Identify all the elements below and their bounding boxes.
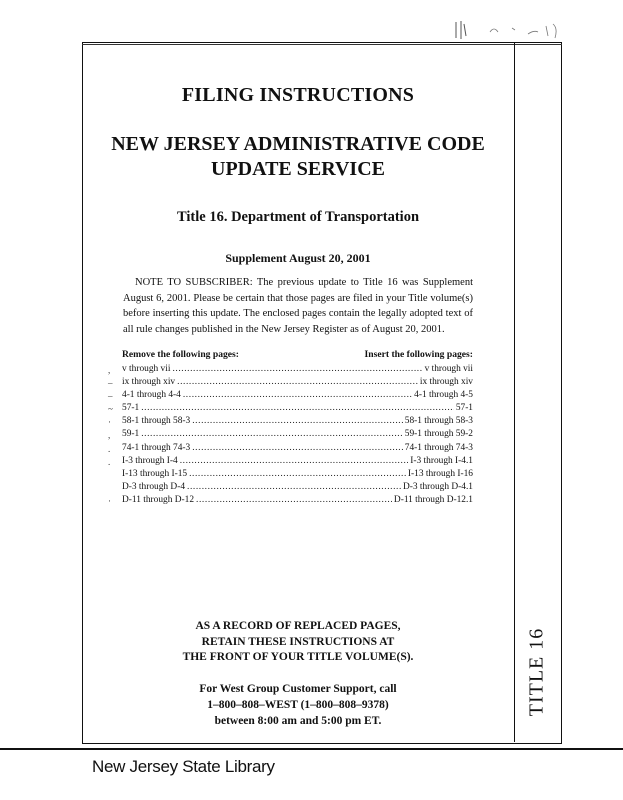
record-line-1: AS A RECORD OF REPLACED PAGES, — [195, 620, 401, 632]
tab-label: TITLE 16 — [525, 627, 548, 717]
remove-pages: 74-1 through 74-3 — [122, 442, 191, 453]
record-instructions — [82, 619, 514, 666]
insert-pages: D-3 through D-4.1 — [402, 481, 473, 492]
insert-pages: 59-1 through 59-2 — [404, 429, 473, 440]
remove-pages: v through vii — [122, 364, 171, 374]
table-row — [122, 443, 473, 456]
table-row — [122, 482, 473, 495]
document-title: FILING INSTRUCTIONS — [181, 84, 415, 106]
insert-header: Insert the following pages: — [364, 349, 473, 360]
insert-pages: 57-1 — [455, 403, 473, 414]
subscriber-note — [123, 275, 473, 337]
remove-pages: D-3 through D-4 — [122, 481, 186, 492]
insert-pages: ix through xiv — [419, 377, 473, 388]
subtitle-line-1: NEW JERSEY ADMINISTRATIVE CODE — [111, 133, 485, 155]
page-border-top — [82, 44, 562, 45]
table-row — [122, 469, 473, 482]
insert-pages: 58-1 through 58-3 — [404, 416, 473, 427]
insert-pages: v through vii — [424, 364, 473, 374]
subtitle-line-2: UPDATE SERVICE — [211, 158, 385, 180]
insert-pages: D-11 through D-12.1 — [393, 494, 473, 505]
support-line-1: For West Group Customer Support, call — [199, 683, 397, 695]
library-credit: New Jersey State Library — [92, 757, 275, 776]
customer-support — [82, 681, 514, 729]
support-phone: 1–800–808–WEST (1–800–808–9378) — [207, 699, 389, 711]
remove-header: Remove the following pages: — [122, 349, 239, 360]
remove-pages: ix through xiv — [122, 377, 176, 388]
supplement-date: Supplement August 20, 2001 — [225, 251, 371, 265]
record-line-2: RETAIN THESE INSTRUCTIONS AT — [201, 635, 395, 648]
remove-pages: 59-1 — [122, 429, 140, 440]
pages-table — [122, 364, 473, 508]
remove-pages: D-11 through D-12 — [122, 494, 195, 505]
record-line-3: THE FRONT OF YOUR TITLE VOLUME(S). — [182, 651, 414, 663]
handwritten-checkmarks: , – – ~ · , . . · — [108, 365, 113, 506]
table-row — [122, 495, 473, 508]
remove-pages: 58-1 through 58-3 — [122, 416, 191, 427]
table-row — [122, 403, 473, 416]
note-text: NOTE TO SUBSCRIBER: The previous update to Title 16 was Supplement August 6, 2001. Please be certain that those pages are filed in your Title volume(s) before inserting this update. The enclosed pages contain the legally adopted text of all rule changes published in the New Jersey Register as of August 20, 2001. — [123, 277, 473, 335]
handwritten-scribble — [450, 18, 570, 42]
support-hours: between 8:00 am and 5:00 pm ET. — [214, 715, 382, 727]
table-row — [122, 364, 473, 377]
table-row — [122, 416, 473, 429]
remove-pages: I-3 through I-4 — [122, 455, 178, 466]
title-heading: Title 16. Department of Transportation — [176, 209, 420, 225]
table-row — [122, 377, 473, 390]
insert-pages: I-13 through I-16 — [407, 468, 473, 479]
footer-rule — [0, 748, 623, 750]
insert-pages: 74-1 through 74-3 — [404, 442, 473, 453]
remove-pages: 57-1 — [122, 403, 140, 414]
remove-pages: I-13 through I-15 — [122, 468, 188, 479]
insert-pages: I-3 through I-4.1 — [410, 455, 473, 466]
table-row — [122, 456, 473, 469]
remove-pages: 4-1 through 4-4 — [122, 390, 181, 401]
document-subtitle — [82, 132, 514, 182]
insert-pages: 4-1 through 4-5 — [414, 390, 473, 401]
table-row — [122, 390, 473, 403]
table-row — [122, 429, 473, 442]
